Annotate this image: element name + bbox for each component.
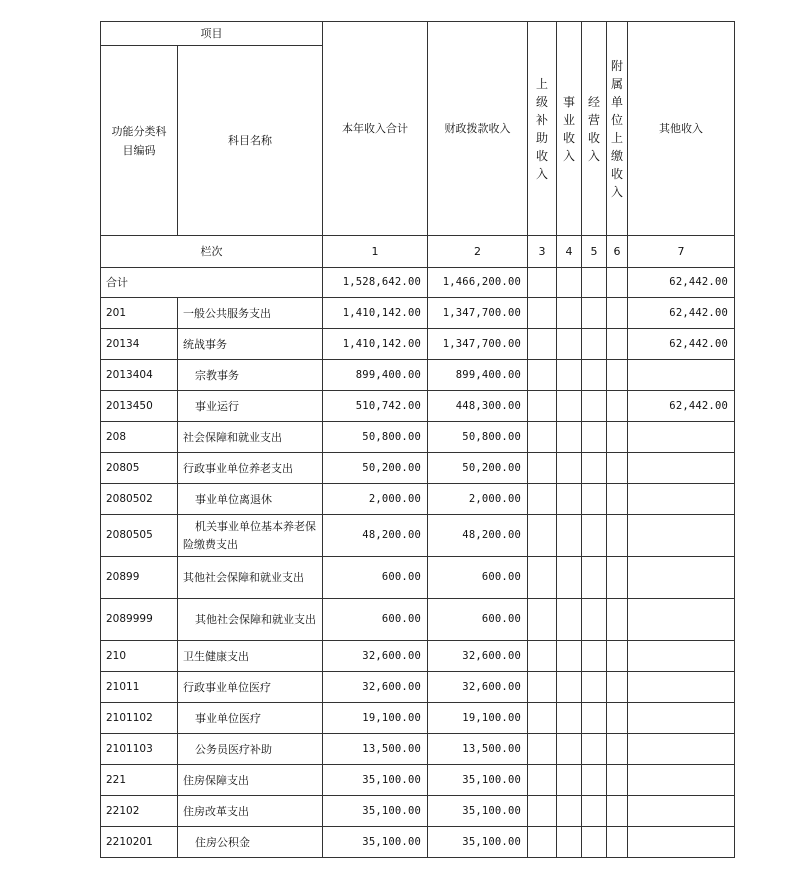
- cell-other: [628, 515, 735, 557]
- cell-fiscal: 13,500.00: [428, 734, 528, 765]
- header-col-other: 其他收入: [628, 22, 735, 236]
- cell-other: 62,442.00: [628, 268, 735, 298]
- cell-total: 899,400.00: [323, 360, 428, 391]
- cell-fiscal: 35,100.00: [428, 796, 528, 827]
- cell-fiscal: 32,600.00: [428, 672, 528, 703]
- table-row: [101, 796, 735, 827]
- cell-code: 2080505: [101, 515, 178, 557]
- cell-other: [628, 484, 735, 515]
- cell-total: 32,600.00: [323, 641, 428, 672]
- header-col-superior-subsidy: 上级补助收入: [528, 22, 557, 236]
- cell-other: 62,442.00: [628, 329, 735, 360]
- table-row: [101, 599, 735, 641]
- table-row: [101, 734, 735, 765]
- budget-income-table: [100, 21, 735, 858]
- cell-total: 35,100.00: [323, 765, 428, 796]
- cell-code: 208: [101, 422, 178, 453]
- index-cell: 6: [607, 236, 628, 268]
- cell-fiscal: 48,200.00: [428, 515, 528, 557]
- cell-code: 2089999: [101, 599, 178, 641]
- cell-total: 600.00: [323, 557, 428, 599]
- index-cell: 1: [323, 236, 428, 268]
- cell-other: [628, 360, 735, 391]
- cell-other: [628, 599, 735, 641]
- cell-name: 住房改革支出: [178, 796, 323, 827]
- cell-code: 2080502: [101, 484, 178, 515]
- cell-name: 统战事务: [178, 329, 323, 360]
- cell-code: 22102: [101, 796, 178, 827]
- cell-fiscal: 448,300.00: [428, 391, 528, 422]
- cell-fiscal: 32,600.00: [428, 641, 528, 672]
- cell-other: [628, 557, 735, 599]
- cell-other: [628, 641, 735, 672]
- cell-other: [628, 734, 735, 765]
- cell-code: 210: [101, 641, 178, 672]
- cell-total: 510,742.00: [323, 391, 428, 422]
- table-row: [101, 827, 735, 858]
- total-row: [101, 268, 735, 298]
- cell-name: 事业单位离退休: [178, 484, 323, 515]
- cell-total: 19,100.00: [323, 703, 428, 734]
- cell-name: 公务员医疗补助: [178, 734, 323, 765]
- header-col-fiscal: 财政拨款收入: [428, 22, 528, 236]
- cell-name: 事业运行: [178, 391, 323, 422]
- table-row: [101, 703, 735, 734]
- cell-other: [628, 765, 735, 796]
- cell-name: 社会保障和就业支出: [178, 422, 323, 453]
- cell-total: 1,528,642.00: [323, 268, 428, 298]
- cell-fiscal: 1,466,200.00: [428, 268, 528, 298]
- cell-fiscal: 35,100.00: [428, 765, 528, 796]
- index-label: 栏次: [101, 236, 323, 268]
- cell-name: 行政事业单位养老支出: [178, 453, 323, 484]
- cell-other: 62,442.00: [628, 391, 735, 422]
- table-row: [101, 329, 735, 360]
- cell-fiscal: 50,800.00: [428, 422, 528, 453]
- total-label: 合计: [101, 268, 323, 298]
- index-cell: 5: [582, 236, 607, 268]
- header-row-project: [101, 22, 735, 46]
- cell-name: 一般公共服务支出: [178, 298, 323, 329]
- cell-total: 50,800.00: [323, 422, 428, 453]
- cell-name: 行政事业单位医疗: [178, 672, 323, 703]
- cell-name: 住房公积金: [178, 827, 323, 858]
- header-col-affiliated: 附属单位上缴收入: [607, 22, 628, 236]
- cell-total: 13,500.00: [323, 734, 428, 765]
- cell-code: 20899: [101, 557, 178, 599]
- cell-code: 2101103: [101, 734, 178, 765]
- cell-fiscal: 600.00: [428, 557, 528, 599]
- cell-name: 机关事业单位基本养老保险缴费支出: [178, 515, 323, 557]
- cell-other: [628, 703, 735, 734]
- cell-name: 宗教事务: [178, 360, 323, 391]
- cell-total: 50,200.00: [323, 453, 428, 484]
- cell-other: [628, 672, 735, 703]
- cell-other: 62,442.00: [628, 298, 735, 329]
- table-row: [101, 641, 735, 672]
- table-row: [101, 557, 735, 599]
- cell-fiscal: 899,400.00: [428, 360, 528, 391]
- header-project: 项目: [101, 22, 323, 46]
- cell-fiscal: 35,100.00: [428, 827, 528, 858]
- cell-code: 20134: [101, 329, 178, 360]
- cell-other: [628, 827, 735, 858]
- cell-name: 其他社会保障和就业支出: [178, 557, 323, 599]
- index-cell: 7: [628, 236, 735, 268]
- cell-total: 1,410,142.00: [323, 298, 428, 329]
- cell-total: 2,000.00: [323, 484, 428, 515]
- header-code-label: 功能分类科目编码: [101, 46, 178, 236]
- index-row: [101, 236, 735, 268]
- cell-fiscal: 19,100.00: [428, 703, 528, 734]
- cell-name: 住房保障支出: [178, 765, 323, 796]
- table-row: [101, 298, 735, 329]
- table-row: [101, 422, 735, 453]
- table-row: [101, 360, 735, 391]
- cell-other: [628, 453, 735, 484]
- table-row: [101, 515, 735, 557]
- table-row: [101, 672, 735, 703]
- header-name-label: 科目名称: [178, 46, 323, 236]
- table-row: [101, 765, 735, 796]
- cell-other: [628, 796, 735, 827]
- header-col-business: 事业收入: [557, 22, 582, 236]
- table-row: [101, 484, 735, 515]
- index-cell: 3: [528, 236, 557, 268]
- cell-fiscal: 50,200.00: [428, 453, 528, 484]
- cell-code: 201: [101, 298, 178, 329]
- cell-fiscal: 600.00: [428, 599, 528, 641]
- cell-fiscal: 1,347,700.00: [428, 298, 528, 329]
- cell-total: 48,200.00: [323, 515, 428, 557]
- cell-code: 21011: [101, 672, 178, 703]
- cell-code: 20805: [101, 453, 178, 484]
- cell-code: 221: [101, 765, 178, 796]
- index-cell: 4: [557, 236, 582, 268]
- cell-code: 2101102: [101, 703, 178, 734]
- cell-other: [628, 422, 735, 453]
- cell-total: 600.00: [323, 599, 428, 641]
- cell-code: 2210201: [101, 827, 178, 858]
- table-row: [101, 391, 735, 422]
- header-col-operating: 经营收入: [582, 22, 607, 236]
- cell-code: 2013450: [101, 391, 178, 422]
- cell-name: 卫生健康支出: [178, 641, 323, 672]
- cell-total: 35,100.00: [323, 796, 428, 827]
- cell-total: 35,100.00: [323, 827, 428, 858]
- cell-code: 2013404: [101, 360, 178, 391]
- cell-fiscal: 2,000.00: [428, 484, 528, 515]
- cell-total: 32,600.00: [323, 672, 428, 703]
- header-col-total: 本年收入合计: [323, 22, 428, 236]
- cell-name: 其他社会保障和就业支出: [178, 599, 323, 641]
- cell-fiscal: 1,347,700.00: [428, 329, 528, 360]
- cell-name: 事业单位医疗: [178, 703, 323, 734]
- table-row: [101, 453, 735, 484]
- cell-total: 1,410,142.00: [323, 329, 428, 360]
- index-cell: 2: [428, 236, 528, 268]
